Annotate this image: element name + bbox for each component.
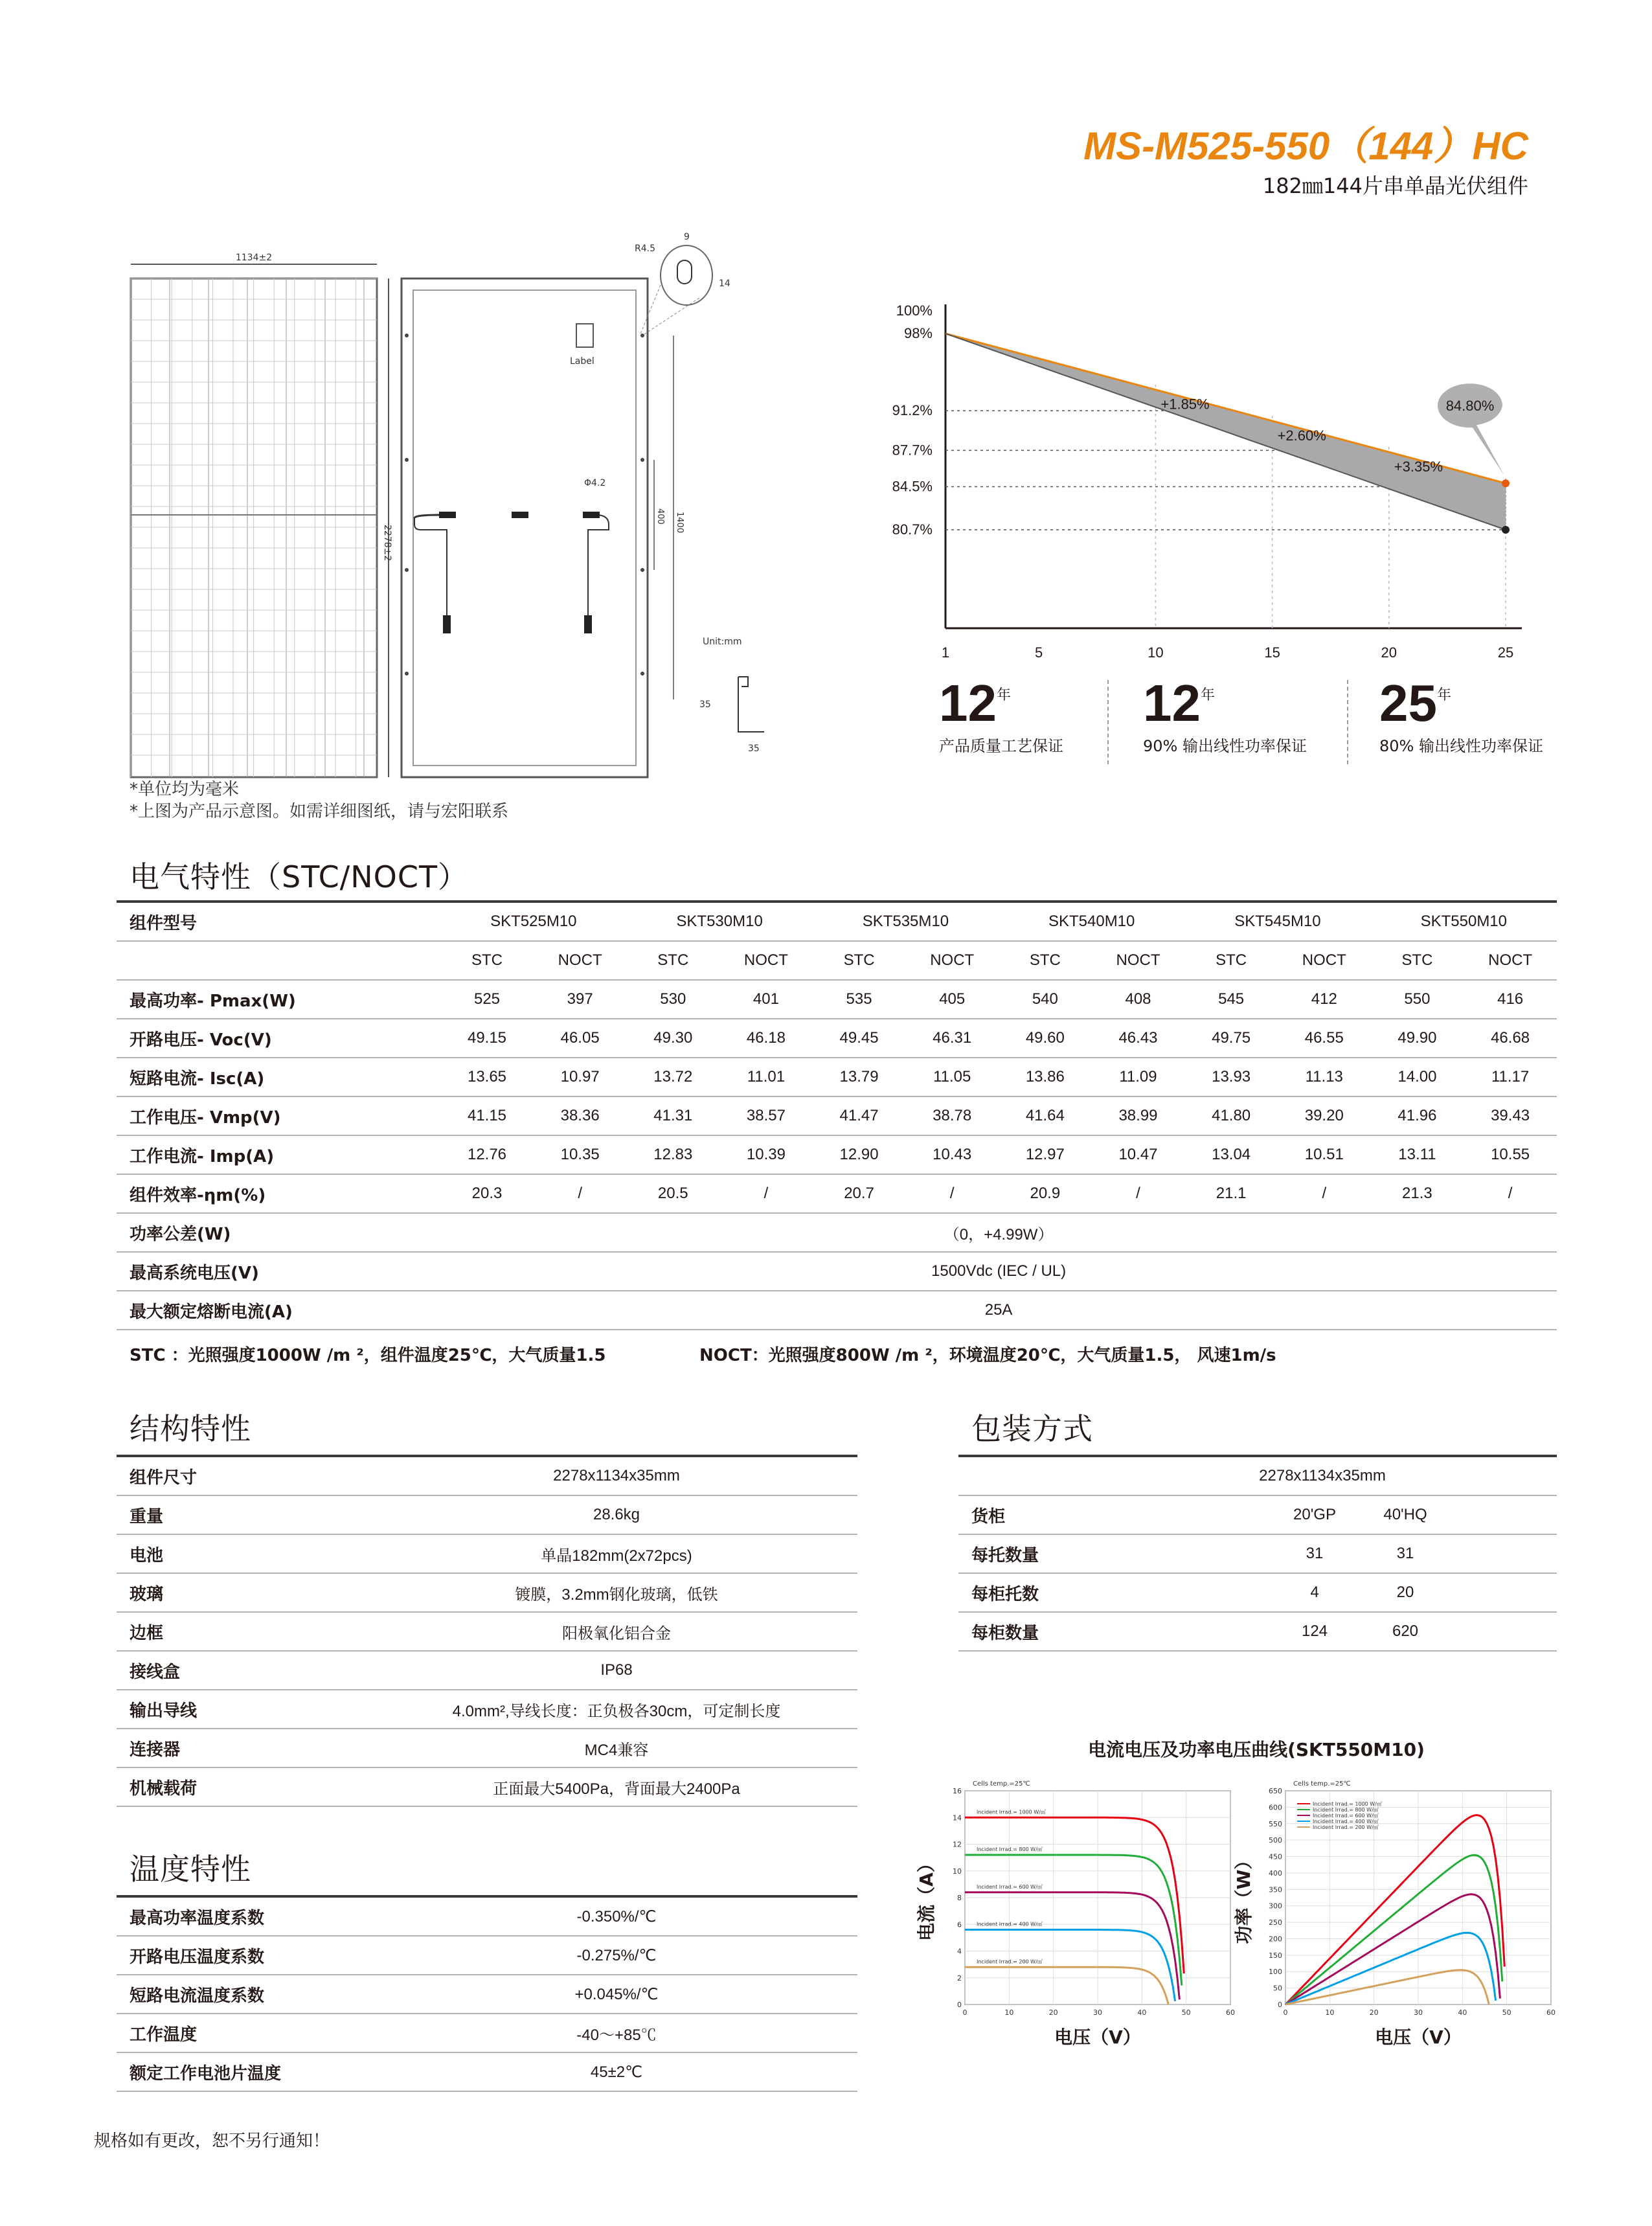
packing-value-a: 20'GP: [1269, 1495, 1360, 1534]
noct-header: NOCT: [905, 941, 999, 980]
curves-charts: [916, 1775, 1567, 2060]
spec-label: 开路电压- Voc(V): [117, 1019, 440, 1058]
warranty-unit: 年: [996, 687, 1011, 703]
upper-end-point: [1502, 479, 1510, 487]
spec-value: 2278x1134x35mm: [376, 1457, 857, 1495]
stc-note: STC ：光照强度1000W /m ²，组件温度25℃，大气质量1.5: [130, 1346, 606, 1365]
y-tick-label: 6: [957, 1920, 962, 1929]
warranty-unit: 年: [1200, 687, 1215, 703]
warranty-2: [1143, 674, 1307, 756]
legend-label: Incident Irrad.= 200 W/㎡: [1313, 1824, 1379, 1830]
spec-row: [117, 1457, 857, 1495]
packing-row: [958, 1495, 1557, 1534]
electrical-table: [117, 903, 1557, 1330]
y-tick-label: 4: [957, 1947, 962, 1956]
noct-header: NOCT: [1278, 941, 1371, 980]
y-tick-label: 550: [1269, 1819, 1282, 1828]
spec-value: 49.60: [999, 1019, 1092, 1058]
spec-value: 12.90: [813, 1135, 906, 1174]
spec-label: 最大额定熔断电流(A): [117, 1291, 440, 1330]
stc-header: STC: [813, 941, 906, 980]
spec-value: +0.045%/℃: [376, 1975, 857, 2014]
blank-cell: [1451, 1573, 1557, 1612]
spec-value: 13.86: [999, 1058, 1092, 1096]
merged-row: [117, 1213, 1557, 1252]
spec-row: [117, 1767, 857, 1806]
spec-label: 玻璃: [117, 1573, 376, 1612]
temperature-table: [117, 1898, 857, 2092]
x-tick-label: 60: [1226, 2008, 1235, 2017]
model-name: SKT540M10: [999, 903, 1184, 941]
y-tick-label: 600: [1269, 1803, 1282, 1812]
y-tick-label: 400: [1269, 1868, 1282, 1878]
spec-row: [117, 1651, 857, 1690]
stc-header: STC: [440, 941, 534, 980]
module-drawing: [117, 220, 842, 777]
packing-label: 每托数量: [958, 1534, 1269, 1573]
spec-row: [117, 1690, 857, 1729]
dim-width-label: 1134±2: [235, 253, 273, 263]
merged-row: [117, 1252, 1557, 1291]
spec-value: 10.51: [1278, 1135, 1371, 1174]
spec-label: 最高功率温度系数: [117, 1898, 376, 1936]
spec-label: 连接器: [117, 1729, 376, 1767]
model-name: SKT535M10: [813, 903, 999, 941]
spec-value: 49.75: [1184, 1019, 1278, 1058]
spec-value: 401: [719, 980, 813, 1019]
spec-value: 4.0mm²,导线长度：正负极各30cm，可定制长度: [376, 1690, 857, 1729]
product-subtitle: 182㎜144片串单晶光伏组件: [1262, 174, 1528, 198]
spec-value: 38.78: [905, 1096, 999, 1135]
spec-row: [117, 1898, 857, 1936]
legend-label: Incident Irrad.= 400 W/㎡: [977, 1921, 1043, 1927]
blank-cell: [117, 941, 440, 980]
spec-value: /: [1464, 1174, 1557, 1213]
y-tick-label: 100%: [896, 302, 933, 319]
packing-dims-row: [958, 1457, 1557, 1495]
spec-value: IP68: [376, 1651, 857, 1690]
y-tick-label: 8: [957, 1894, 962, 1902]
legend-label: Incident Irrad.= 1000 W/㎡: [1313, 1801, 1382, 1807]
legend-label: Incident Irrad.= 800 W/㎡: [977, 1846, 1043, 1852]
spec-value: 49.15: [440, 1019, 534, 1058]
y-tick-label: 150: [1269, 1951, 1282, 1960]
spec-value: 11.05: [905, 1058, 999, 1096]
spec-value: 45±2℃: [376, 2052, 857, 2091]
x-tick-label: 20: [1369, 2008, 1379, 2017]
spec-label: 最高功率- Pmax(W): [117, 980, 440, 1019]
spec-value: /: [1278, 1174, 1371, 1213]
spec-label: 最高系统电压(V): [117, 1252, 440, 1291]
legend-label: Incident Irrad.= 600 W/㎡: [977, 1883, 1043, 1890]
spec-value: 38.57: [719, 1096, 813, 1135]
spec-value: 41.64: [999, 1096, 1092, 1135]
spec-label: 开路电压温度系数: [117, 1936, 376, 1975]
spec-value: 38.36: [534, 1096, 627, 1135]
x-tick-label: 60: [1546, 2008, 1556, 2017]
x-tick-label: 50: [1181, 2008, 1191, 2017]
spec-value: 41.96: [1371, 1096, 1464, 1135]
noct-header: NOCT: [719, 941, 813, 980]
spec-label: 接线盒: [117, 1651, 376, 1690]
degradation-chart: [868, 285, 1554, 674]
spec-label: 工作温度: [117, 2014, 376, 2052]
x-tick-label: 30: [1093, 2008, 1102, 2017]
y-tick-label: 200: [1269, 1935, 1282, 1944]
spec-row: [117, 2014, 857, 2052]
warranty-unit: 年: [1436, 687, 1451, 703]
spec-value: 20.7: [813, 1174, 906, 1213]
spec-value: 正面最大5400Pa，背面最大2400Pa: [376, 1767, 857, 1806]
model-name: SKT525M10: [440, 903, 626, 941]
spec-row: [117, 1019, 1557, 1058]
curves-title: 电流电压及功率电压曲线(SKT550M10): [1088, 1739, 1425, 1760]
model-name: SKT550M10: [1371, 903, 1557, 941]
packing-value-b: 20: [1360, 1573, 1451, 1612]
packing-dims: 2278x1134x35mm: [958, 1457, 1557, 1495]
spec-value: 10.35: [534, 1135, 627, 1174]
x-tick-label: 1: [941, 644, 950, 661]
spec-label: 边框: [117, 1612, 376, 1651]
y-axis-label: 功率（W）: [1233, 1851, 1254, 1944]
x-tick-label: 40: [1137, 2008, 1147, 2017]
y-axis-label: 电流（A）: [916, 1854, 937, 1941]
y-tick-label: 0: [957, 2001, 962, 2009]
spec-value: 13.79: [813, 1058, 906, 1096]
model-name: SKT530M10: [626, 903, 812, 941]
spec-value: 12.97: [999, 1135, 1092, 1174]
x-tick-label: 0: [962, 2008, 967, 2017]
product-model-title: MS-M525-550（144）HC: [1083, 124, 1528, 168]
spec-value: 408: [1092, 980, 1185, 1019]
gain-label: +3.35%: [1394, 459, 1443, 475]
x-tick-label: 20: [1381, 644, 1397, 661]
spec-value: 21.1: [1184, 1174, 1278, 1213]
warranty-label: 80% 输出线性功率保证: [1379, 737, 1543, 755]
spec-row: [117, 980, 1557, 1019]
y-tick-label: 350: [1269, 1885, 1282, 1894]
spec-value: 20.3: [440, 1174, 534, 1213]
x-tick-label: 50: [1502, 2008, 1511, 2017]
spec-row: [117, 1495, 857, 1534]
y-tick-label: 87.7%: [892, 442, 933, 459]
y-tick-label: 300: [1269, 1902, 1282, 1911]
spec-value: 28.6kg: [376, 1495, 857, 1534]
stc-header: STC: [1184, 941, 1278, 980]
x-tick-label: 15: [1264, 644, 1280, 661]
spec-value: 39.43: [1464, 1096, 1557, 1135]
dim-height-label: 2278±2: [382, 525, 392, 562]
pv-curve-chart: [1233, 1780, 1556, 2048]
spec-row: [117, 1534, 857, 1573]
y-tick-label: 450: [1269, 1852, 1282, 1861]
packing-title: 包装方式: [971, 1411, 1093, 1446]
x-axis-label: 电压（V）: [1054, 2027, 1141, 2048]
packing-value-b: 31: [1360, 1534, 1451, 1573]
packing-label: 每柜托数: [958, 1573, 1269, 1612]
spec-value: 11.01: [719, 1058, 813, 1096]
y-tick-label: 2: [957, 1973, 962, 1982]
dim-400-label: 400: [655, 508, 665, 525]
models-row: [117, 903, 1557, 941]
y-tick-label: 500: [1269, 1836, 1282, 1845]
spec-value: 单晶182mm(2x72pcs): [376, 1534, 857, 1573]
x-tick-label: 40: [1458, 2008, 1467, 2017]
spec-value: 530: [626, 980, 719, 1019]
spec-label: 功率公差(W): [117, 1213, 440, 1252]
spec-value: 405: [905, 980, 999, 1019]
spec-value: 46.55: [1278, 1019, 1371, 1058]
spec-label: 组件尺寸: [117, 1457, 376, 1495]
spec-value: 12.83: [626, 1135, 719, 1174]
x-tick-label: 30: [1414, 2008, 1423, 2017]
dim-35b-label: 35: [748, 744, 760, 754]
warranty-years: 12: [939, 674, 997, 732]
spec-value: 41.47: [813, 1096, 906, 1135]
spec-value: 46.43: [1092, 1019, 1185, 1058]
warranty-years: 25: [1379, 674, 1437, 732]
spec-label: 机械载荷: [117, 1767, 376, 1806]
spec-value: 10.55: [1464, 1135, 1557, 1174]
y-tick-label: 0: [1278, 2001, 1282, 2009]
spec-value: 545: [1184, 980, 1278, 1019]
noct-header: NOCT: [1464, 941, 1557, 980]
spec-value: 13.11: [1371, 1135, 1464, 1174]
spec-value: 525: [440, 980, 534, 1019]
y-tick-label: 250: [1269, 1918, 1282, 1927]
y-tick-label: 10: [953, 1867, 962, 1876]
label-text: Label: [570, 356, 594, 367]
spec-row: [117, 1612, 857, 1651]
warranty-3: [1379, 674, 1543, 756]
spec-value: 46.68: [1464, 1019, 1557, 1058]
x-tick-label: 5: [1035, 644, 1043, 661]
spec-label: 短路电流温度系数: [117, 1975, 376, 2014]
y-tick-label: 14: [953, 1813, 962, 1823]
spec-value: 20.5: [626, 1174, 719, 1213]
spec-value: 550: [1371, 980, 1464, 1019]
note-drawing: *上图为产品示意图。如需详细图纸，请与宏阳联系: [130, 802, 509, 821]
spec-value: 10.39: [719, 1135, 813, 1174]
dim-9-label: 9: [684, 232, 690, 242]
spec-value: 540: [999, 980, 1092, 1019]
spec-label: 短路电流- Isc(A): [117, 1058, 440, 1096]
spec-row: [117, 1936, 857, 1975]
end-value-label: 84.80%: [1445, 398, 1495, 415]
y-tick-label: 650: [1269, 1787, 1282, 1795]
y-tick-label: 100: [1269, 1968, 1282, 1977]
hole-dia-label: Φ4.2: [584, 478, 606, 488]
x-tick-label: 0: [1283, 2008, 1288, 2017]
lower-line: [945, 334, 1506, 530]
stc-header: STC: [999, 941, 1092, 980]
dim-14-label: 14: [719, 278, 730, 289]
noct-header: NOCT: [1092, 941, 1185, 980]
spec-value: 21.3: [1371, 1174, 1464, 1213]
electrical-title: 电气特性（STC/NOCT）: [130, 859, 469, 894]
spec-value: /: [1092, 1174, 1185, 1213]
iv-curve-chart: [916, 1780, 1235, 2048]
spec-label: 重量: [117, 1495, 376, 1534]
spec-value: 12.76: [440, 1135, 534, 1174]
spec-value: 38.99: [1092, 1096, 1185, 1135]
x-tick-label: 10: [1325, 2008, 1335, 2017]
x-tick-label: 25: [1497, 644, 1514, 661]
dim-35a-label: 35: [699, 699, 711, 710]
legend-label: Incident Irrad.= 1000 W/㎡: [977, 1809, 1046, 1815]
y-tick-label: 84.5%: [892, 478, 933, 495]
spec-value: 11.17: [1464, 1058, 1557, 1096]
radius-label: R4.5: [635, 244, 655, 254]
spec-value: /: [905, 1174, 999, 1213]
packing-value-a: 4: [1269, 1573, 1360, 1612]
spec-value: 39.20: [1278, 1096, 1371, 1135]
spec-value: 46.18: [719, 1019, 813, 1058]
warranty-years: 12: [1143, 674, 1201, 732]
spec-value: /: [534, 1174, 627, 1213]
spec-value: 10.43: [905, 1135, 999, 1174]
spec-value: 46.05: [534, 1019, 627, 1058]
unit-label: Unit:mm: [703, 637, 742, 647]
packing-label: 货柜: [958, 1495, 1269, 1534]
packing-row: [958, 1612, 1557, 1651]
spec-value: 11.13: [1278, 1058, 1371, 1096]
dim-1400-label: 1400: [675, 512, 685, 534]
blank-cell: [1451, 1495, 1557, 1534]
spec-row: [117, 1174, 1557, 1213]
spec-value: 13.04: [1184, 1135, 1278, 1174]
spec-value: 阳极氧化铝合金: [376, 1612, 857, 1651]
warranty-label: 90% 输出线性功率保证: [1143, 737, 1307, 755]
cells-temp-label: Cells temp.=25℃: [1293, 1780, 1351, 1788]
spec-value: 10.47: [1092, 1135, 1185, 1174]
spec-value: -0.350%/℃: [376, 1898, 857, 1936]
spec-value: 20.9: [999, 1174, 1092, 1213]
y-tick-label: 12: [953, 1840, 962, 1849]
packing-value-b: 620: [1360, 1612, 1451, 1651]
x-axis-label: 电压（V）: [1375, 2027, 1462, 2048]
spec-row: [117, 1729, 857, 1767]
blank-cell: [1451, 1534, 1557, 1573]
spec-value: /: [719, 1174, 813, 1213]
spec-label: 电池: [117, 1534, 376, 1573]
spec-value: （0，+4.99W）: [440, 1213, 1557, 1252]
spec-value: 镀膜，3.2mm钢化玻璃，低铁: [376, 1573, 857, 1612]
gain-label: +1.85%: [1160, 396, 1210, 413]
warranty-label: 产品质量工艺保证: [939, 737, 1063, 755]
y-tick-label: 91.2%: [892, 402, 933, 419]
packing-value-b: 40'HQ: [1360, 1495, 1451, 1534]
blank-cell: [1451, 1612, 1557, 1651]
lower-end-point: [1502, 526, 1510, 534]
x-tick-label: 20: [1048, 2008, 1058, 2017]
models-label: 组件型号: [117, 903, 440, 941]
spec-label: 组件效率-ηm(%): [117, 1174, 440, 1213]
packing-value-a: 124: [1269, 1612, 1360, 1651]
spec-row: [117, 1096, 1557, 1135]
spec-value: 1500Vdc (IEC / UL): [440, 1252, 1557, 1291]
spec-value: 46.31: [905, 1019, 999, 1058]
spec-value: 412: [1278, 980, 1371, 1019]
y-tick-label: 50: [1273, 1984, 1282, 1993]
cells-temp-label: Cells temp.=25℃: [973, 1780, 1030, 1788]
spec-value: 416: [1464, 980, 1557, 1019]
y-tick-label: 98%: [903, 325, 933, 342]
warranty-1: [939, 674, 1063, 756]
footer-disclaimer: 规格如有更改，恕不另行通知！: [94, 2131, 330, 2151]
y-tick-label: 80.7%: [892, 521, 933, 538]
legend-label: Incident Irrad.= 200 W/㎡: [977, 1959, 1043, 1965]
spec-row: [117, 1135, 1557, 1174]
spec-row: [117, 1573, 857, 1612]
gain-label: +2.60%: [1277, 427, 1326, 444]
packing-row: [958, 1534, 1557, 1573]
spec-label: 输出导线: [117, 1690, 376, 1729]
spec-value: 41.80: [1184, 1096, 1278, 1135]
spec-label: 额定工作电池片温度: [117, 2052, 376, 2091]
x-tick-label: 10: [1004, 2008, 1014, 2017]
model-name: SKT545M10: [1184, 903, 1370, 941]
spec-value: MC4兼容: [376, 1729, 857, 1767]
spec-row: [117, 2052, 857, 2091]
spec-value: 535: [813, 980, 906, 1019]
spec-value: 41.31: [626, 1096, 719, 1135]
spec-value: 11.09: [1092, 1058, 1185, 1096]
packing-row: [958, 1573, 1557, 1612]
spec-label: 工作电压- Vmp(V): [117, 1096, 440, 1135]
spec-value: 49.90: [1371, 1019, 1464, 1058]
spec-row: [117, 1058, 1557, 1096]
y-tick-label: 16: [953, 1787, 962, 1795]
structure-title: 结构特性: [130, 1411, 251, 1446]
merged-row: [117, 1291, 1557, 1330]
noct-note: NOCT：光照强度800W /m ²，环境温度20℃，大气质量1.5， 风速1m/s: [699, 1346, 1276, 1365]
temperature-title: 温度特性: [130, 1852, 251, 1887]
spec-value: -0.275%/℃: [376, 1936, 857, 1975]
spec-row: [117, 1975, 857, 2014]
spec-value: 49.30: [626, 1019, 719, 1058]
x-tick-label: 10: [1148, 644, 1164, 661]
spec-label: 工作电流- Imp(A): [117, 1135, 440, 1174]
packing-table: [958, 1457, 1557, 1652]
packing-value-a: 31: [1269, 1534, 1360, 1573]
spec-value: 397: [534, 980, 627, 1019]
spec-value: 13.65: [440, 1058, 534, 1096]
spec-value: 25A: [440, 1291, 1557, 1330]
spec-value: 13.93: [1184, 1058, 1278, 1096]
spec-value: 13.72: [626, 1058, 719, 1096]
spec-value: -40～+85℃: [376, 2014, 857, 2052]
legend-label: Incident Irrad.= 800 W/㎡: [1313, 1807, 1379, 1813]
stc-header: STC: [1371, 941, 1464, 980]
legend-label: Incident Irrad.= 600 W/㎡: [1313, 1813, 1379, 1819]
spec-value: 41.15: [440, 1096, 534, 1135]
stc-header: STC: [626, 941, 719, 980]
structure-table: [117, 1457, 857, 1807]
spec-value: 49.45: [813, 1019, 906, 1058]
legend-label: Incident Irrad.= 400 W/㎡: [1313, 1819, 1379, 1824]
note-unit: *单位均为毫米: [130, 780, 240, 799]
spec-value: 10.97: [534, 1058, 627, 1096]
packing-label: 每柜数量: [958, 1612, 1269, 1651]
stc-noct-row: [117, 941, 1557, 980]
spec-value: 14.00: [1371, 1058, 1464, 1096]
noct-header: NOCT: [534, 941, 627, 980]
